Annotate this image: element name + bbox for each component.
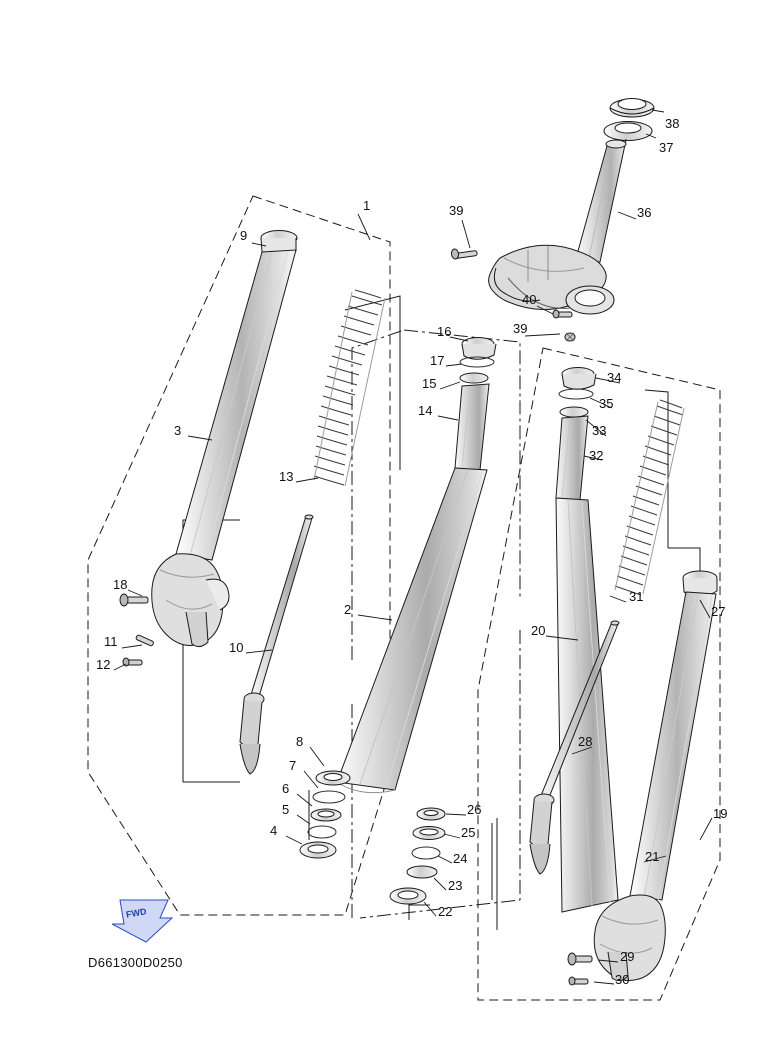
part-23-washer — [407, 866, 437, 878]
callout-40: 40 — [522, 292, 537, 307]
leader-19 — [700, 818, 712, 840]
diagram-part-code: D661300D0250 — [88, 955, 183, 970]
callout-35: 35 — [599, 396, 614, 411]
callout-15: 15 — [422, 376, 437, 391]
part-30-bolt — [569, 977, 588, 985]
part-40-pin — [553, 310, 572, 318]
part-39b-bolt — [565, 333, 575, 341]
callout-28: 28 — [578, 734, 593, 749]
leader-1 — [358, 214, 370, 240]
callout-2: 2 — [344, 602, 352, 617]
part-21-inner-tube — [629, 589, 716, 900]
leader-30 — [594, 982, 614, 984]
callout-13: 13 — [279, 469, 294, 484]
part-10-damper-rod — [250, 516, 312, 700]
leader-39a — [462, 220, 470, 248]
callout-39b: 39 — [513, 321, 528, 336]
group-1-boundary — [88, 196, 390, 915]
callout-27: 27 — [711, 604, 726, 619]
callout-1: 1 — [363, 198, 371, 213]
callout-17: 17 — [430, 353, 445, 368]
callout-11: 11 — [104, 634, 118, 649]
leader-26 — [446, 814, 466, 815]
leader-4 — [286, 836, 302, 844]
callout-20: 20 — [531, 623, 546, 638]
leader-31 — [610, 596, 626, 602]
bracket-13 — [345, 296, 400, 470]
part-39a-bolt — [451, 249, 477, 260]
callout-18: 18 — [113, 577, 128, 592]
callout-4: 4 — [270, 823, 278, 838]
part-32-damper-tube — [556, 416, 588, 500]
callout-22: 22 — [438, 904, 453, 919]
leader-14 — [438, 416, 458, 420]
leader-8 — [310, 747, 324, 766]
group-1-inner-top — [352, 330, 404, 660]
callout-25: 25 — [461, 825, 476, 840]
leader-23 — [434, 878, 446, 890]
part-18-bolt — [120, 594, 148, 606]
part-3-lower-bracket — [152, 554, 223, 646]
part-21-lower-bracket — [594, 895, 665, 980]
callout-6: 6 — [282, 781, 290, 796]
leader-13 — [296, 478, 318, 482]
callout-8: 8 — [296, 734, 304, 749]
callout-14: 14 — [418, 403, 433, 418]
callout-31: 31 — [629, 589, 644, 604]
callout-39a: 39 — [449, 203, 464, 218]
callout-24: 24 — [453, 851, 468, 866]
callout-19: 19 — [713, 806, 728, 821]
callout-34: 34 — [607, 370, 622, 385]
callout-16: 16 — [437, 324, 452, 339]
callout-10: 10 — [229, 640, 244, 655]
callout-3: 3 — [174, 423, 182, 438]
forward-marker-label: FWD — [125, 906, 148, 920]
leader-18 — [128, 590, 142, 596]
callout-23: 23 — [448, 878, 463, 893]
callout-9: 9 — [240, 228, 248, 243]
callout-21: 21 — [645, 849, 660, 864]
callout-30: 30 — [615, 972, 630, 987]
part-12-bolt — [123, 658, 142, 666]
callout-26: 26 — [467, 802, 482, 817]
leader-11 — [122, 645, 142, 648]
leader-17 — [446, 364, 462, 366]
leader-15 — [440, 382, 460, 389]
callout-5: 5 — [282, 802, 290, 817]
part-31-fork-spring — [615, 400, 684, 595]
part-3-inner-tube — [176, 250, 296, 560]
leader-6 — [297, 794, 312, 806]
callout-29: 29 — [620, 949, 635, 964]
part-15-washer — [460, 373, 488, 383]
leader-16 — [450, 337, 468, 341]
leader-3 — [188, 436, 212, 440]
leader-25 — [444, 834, 460, 838]
leader-38 — [652, 110, 664, 112]
part-33-washer — [560, 407, 588, 417]
leader-12 — [114, 664, 126, 670]
callout-37: 37 — [659, 140, 674, 155]
leader-39b — [525, 334, 560, 336]
part-35-oring — [559, 389, 593, 399]
part-29-bolt — [568, 953, 592, 965]
callout-12: 12 — [96, 657, 111, 672]
part-2-outer-tube — [337, 468, 487, 790]
part-24-clip — [412, 847, 440, 859]
part-11-bolt — [136, 635, 154, 647]
leader-22 — [424, 902, 436, 916]
leader-36 — [618, 212, 636, 219]
callout-32: 32 — [589, 448, 604, 463]
leader-24 — [438, 856, 452, 863]
part-20-outer-tube — [556, 498, 618, 912]
callout-38: 38 — [665, 116, 680, 131]
part-7-clip — [313, 791, 345, 803]
callout-36: 36 — [637, 205, 652, 220]
part-14-damper-tube — [455, 384, 489, 470]
part-13-fork-spring — [314, 290, 385, 486]
leader-2 — [358, 615, 392, 620]
callout-7: 7 — [289, 758, 297, 773]
leader-5 — [297, 815, 310, 824]
callout-33: 33 — [592, 423, 607, 438]
part-5-ring — [308, 826, 336, 838]
